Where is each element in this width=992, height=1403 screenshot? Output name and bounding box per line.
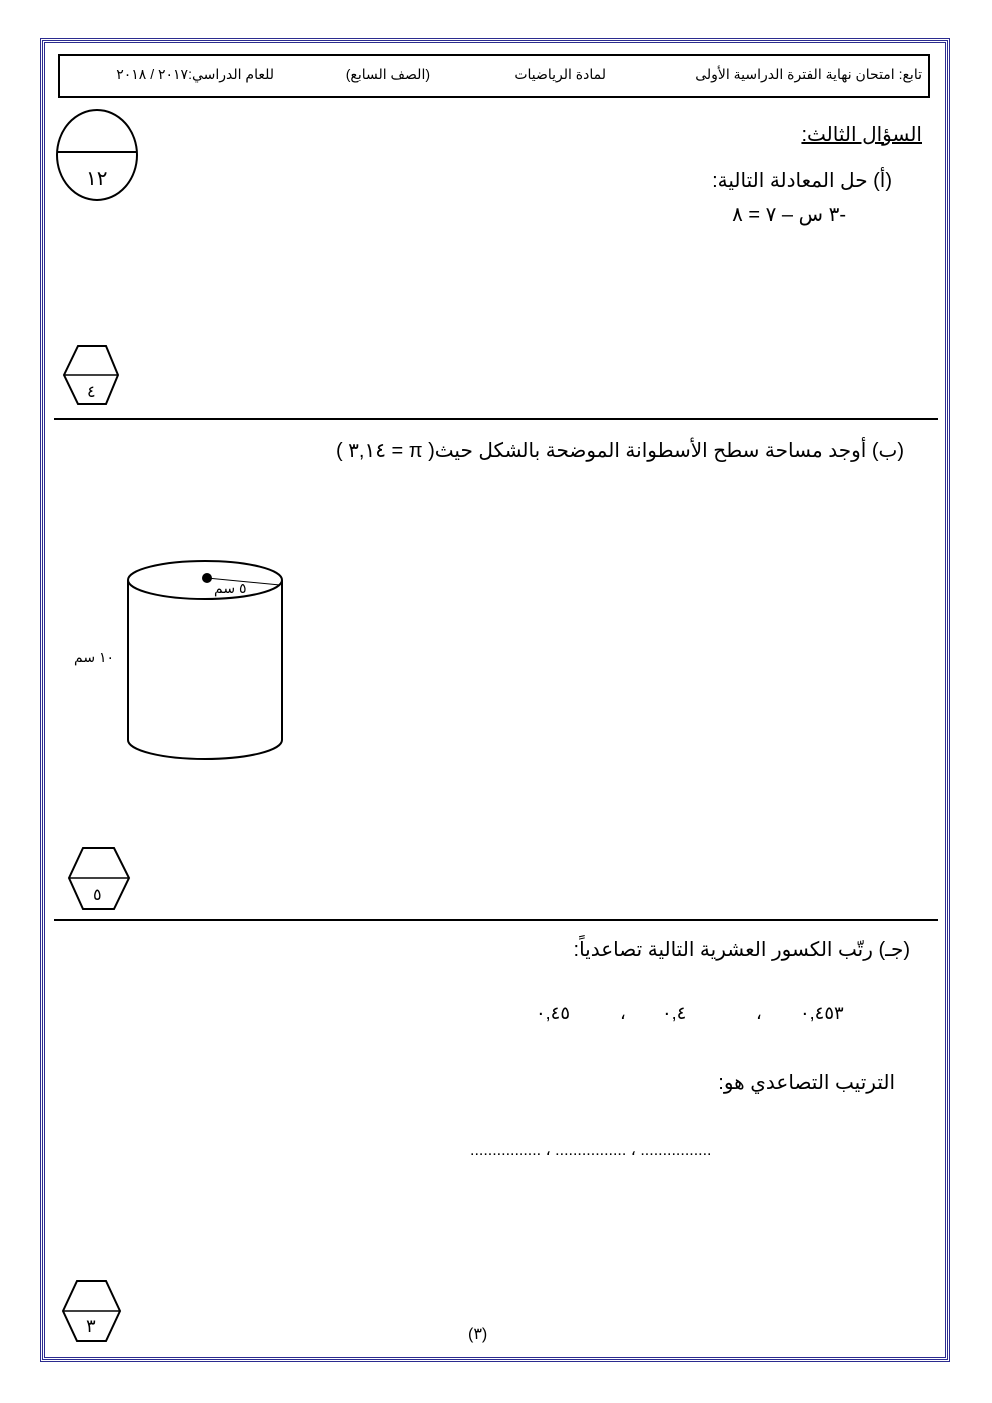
total-marks: ١٢ (86, 168, 108, 190)
comma-1: ، (756, 1003, 762, 1023)
question-title: السؤال الثالث: (801, 124, 922, 146)
answer-line[interactable]: ................ ، ................ ، ................ (470, 1142, 712, 1159)
subject: لمادة الرياضيات (514, 66, 606, 82)
part-c-prompt: (جـ) رتّب الكسور العشرية التالية تصاعدياً: (573, 939, 910, 961)
grade: (الصف السابع) (345, 66, 430, 82)
separator-1 (54, 418, 938, 420)
comma-2: ، (620, 1003, 626, 1023)
part-b-prompt: (ب) أوجد مساحة سطح الأسطوانة الموضحة بالشكل حيث( π = ٣,١٤ ) (335, 440, 904, 462)
exam-title: تابع: امتحان نهاية الفترة الدراسية الأولى (695, 66, 922, 82)
page-number: (٣) (468, 1326, 488, 1343)
marks-b: ٥ (93, 887, 102, 904)
decimal-2: ٠,٤ (662, 1003, 687, 1023)
part-a-prompt: (أ) حل المعادلة التالية: (712, 170, 892, 192)
height-label: ١٠ سم (74, 649, 114, 665)
marks-c: ٣ (86, 1316, 96, 1336)
decimal-1: ٠,٤٥٣ (800, 1003, 844, 1023)
school-year: للعام الدراسي:٢٠١٧ / ٢٠١٨ (116, 66, 274, 82)
separator-2 (54, 919, 938, 921)
answer-label: الترتيب التصاعدي هو: (718, 1072, 895, 1094)
part-a-equation: -٣ س – ٧ = ٨ (732, 204, 846, 226)
radius-label: ٥ سم (214, 580, 247, 596)
decimal-3: ٠,٤٥ (536, 1003, 571, 1023)
cylinder-figure (128, 561, 282, 759)
marks-a: ٤ (87, 384, 96, 401)
